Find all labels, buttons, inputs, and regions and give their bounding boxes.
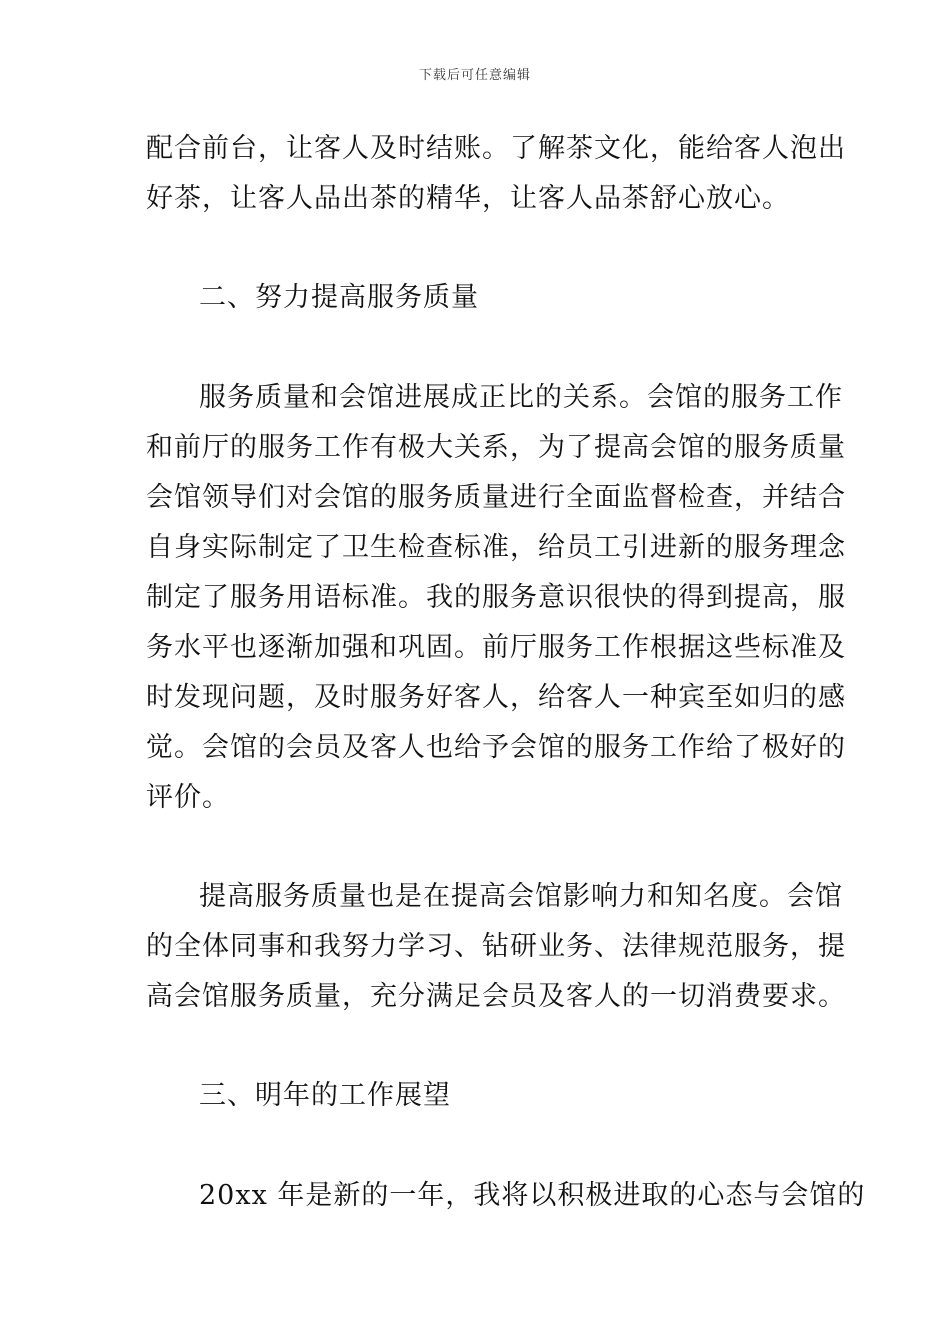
paragraph-line: 服务质量和会馆进展成正比的关系。会馆的服务工作 (199, 382, 843, 413)
paragraph-line: 高会馆服务质量，充分满足会员及客人的一切消费要求。 (146, 981, 846, 1012)
paragraph-line: 评价。 (146, 782, 230, 813)
paragraph-line: 配合前台，让客人及时结账。了解茶文化，能给客人泡出 (146, 133, 846, 164)
section-heading: 三、明年的工作展望 (199, 1080, 451, 1111)
paragraph-line: 自身实际制定了卫生检查标准，给员工引进新的服务理念 (146, 532, 846, 563)
paragraph-line: 提高服务质量也是在提高会馆影响力和知名度。会馆 (199, 881, 843, 912)
page-header-note: 下载后可任意编辑 (418, 68, 531, 83)
paragraph-line: 觉。会馆的会员及客人也给予会馆的服务工作给了极好的 (146, 732, 846, 763)
paragraph-line: 时发现问题，及时服务好客人，给客人一种宾至如归的感 (146, 682, 846, 713)
paragraph-line: 的全体同事和我努力学习、钻研业务、法律规范服务，提 (146, 931, 846, 962)
paragraph-line: 务水平也逐渐加强和巩固。前厅服务工作根据这些标准及 (146, 632, 846, 663)
section-heading: 二、努力提高服务质量 (199, 282, 479, 313)
paragraph-line: 好茶，让客人品出茶的精华，让客人品茶舒心放心。 (146, 183, 790, 214)
paragraph-line: 会馆领导们对会馆的服务质量进行全面监督检查，并结合 (146, 482, 846, 513)
paragraph-line: 20xx 年是新的一年，我将以积极进取的心态与会馆的 (199, 1180, 866, 1211)
paragraph-line: 制定了服务用语标准。我的服务意识很快的得到提高，服 (146, 582, 846, 613)
paragraph-line: 和前厅的服务工作有极大关系，为了提高会馆的服务质量 (146, 432, 846, 463)
